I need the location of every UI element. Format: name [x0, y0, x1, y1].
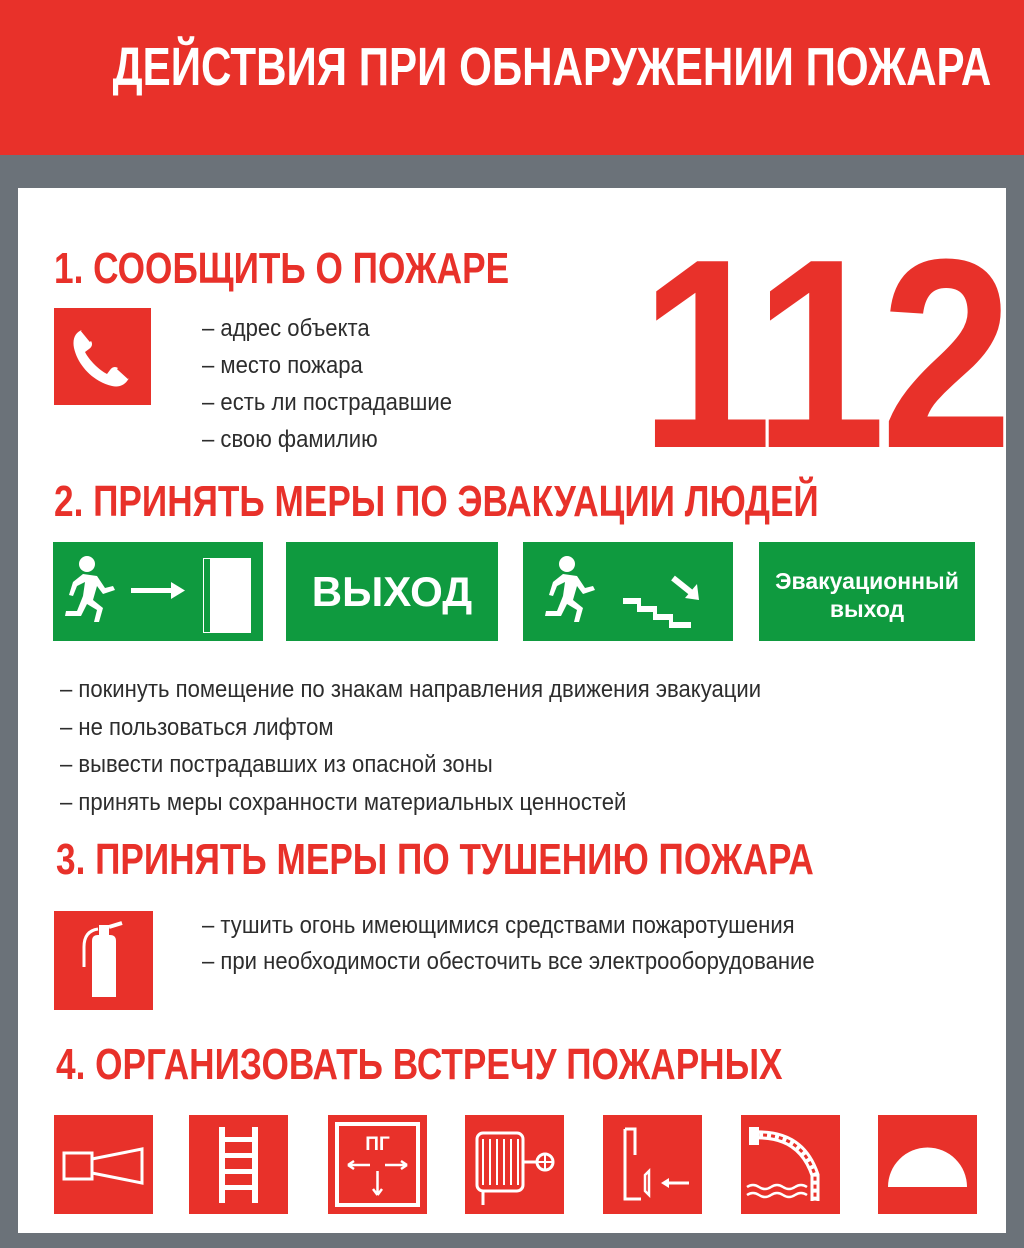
list-item: – есть ли пострадавшие	[202, 389, 453, 416]
list-item: – место пожара	[202, 352, 363, 379]
list-item: – адрес объекта	[202, 315, 370, 342]
list-item: – тушить огонь имеющимися средствами пожаротушения	[202, 912, 795, 939]
list-item: – покинуть помещение по знакам направления движения эвакуации	[60, 676, 762, 703]
exit-sign-label: ВЫХОД	[311, 568, 473, 615]
exit-sign-text	[286, 542, 498, 641]
hydrant-label: ПГ	[365, 1134, 390, 1155]
exit-sign-door	[53, 542, 263, 641]
evacuation-exit-line1: Эвакуационный	[775, 568, 959, 594]
section-3-title: 3. ПРИНЯТЬ МЕРЫ ПО ТУШЕНИЮ ПОЖАРА	[56, 835, 814, 884]
fire-blanket-icon	[878, 1115, 977, 1214]
section-2-title: 2. ПРИНЯТЬ МЕРЫ ПО ЭВАКУАЦИИ ЛЮДЕЙ	[54, 477, 819, 526]
evacuation-exit-line2: выход	[829, 596, 905, 622]
fire-ladder-icon	[189, 1115, 288, 1214]
list-item: – вывести пострадавших из опасной зоны	[60, 751, 493, 778]
fire-alarm-horn-icon	[54, 1115, 153, 1214]
fire-button-icon	[603, 1115, 702, 1214]
phone-icon	[54, 308, 151, 405]
water-intake-icon	[741, 1115, 840, 1214]
list-item: – при необходимости обесточить все электрооборудование	[202, 948, 815, 975]
section-4-title: 4. ОРГАНИЗОВАТЬ ВСТРЕЧУ ПОЖАРНЫХ	[56, 1040, 783, 1089]
section-1-title: 1. СООБЩИТЬ О ПОЖАРЕ	[54, 244, 510, 293]
fire-extinguisher-icon	[54, 911, 153, 1010]
fire-hose-reel-icon	[465, 1115, 564, 1214]
exit-sign-stairs	[523, 542, 733, 641]
running-man-stairs-icon	[523, 542, 733, 641]
running-man-door-icon	[53, 542, 263, 641]
list-item: – не пользоваться лифтом	[60, 713, 334, 741]
fire-hydrant-icon	[328, 1115, 427, 1214]
list-item: – свою фамилию	[202, 426, 378, 453]
page-title: ДЕЙСТВИЯ ПРИ ОБНАРУЖЕНИИ ПОЖАРА	[112, 37, 992, 97]
list-item: – принять меры сохранности материальных ценностей	[60, 788, 627, 816]
emergency-number: 112	[640, 204, 1008, 505]
evacuation-exit-sign	[759, 542, 975, 641]
section-3-list	[202, 908, 868, 980]
header-banner	[0, 0, 1024, 155]
section-1-list	[202, 310, 474, 458]
section-2-list	[60, 671, 822, 821]
